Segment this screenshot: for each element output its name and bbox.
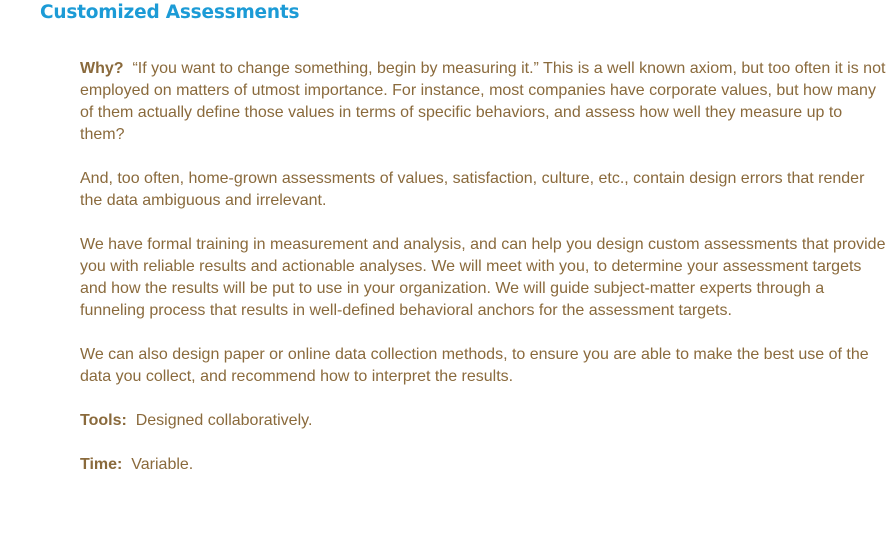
page-title: Customized Assessments <box>40 2 300 23</box>
time-label: Time: <box>80 456 123 473</box>
tools-line <box>80 410 890 432</box>
time-line <box>80 454 890 476</box>
paragraph-data-collection: We can also design paper or online data collection methods, to ensure you are able to make the best use of the data you collect, and recommend how to interpret the results. <box>80 346 869 385</box>
why-label: Why? <box>80 60 124 77</box>
time-value: Variable. <box>131 456 194 473</box>
paragraph-design-errors: And, too often, home-grown assessments of values, satisfaction, culture, etc., contain design errors that render the data ambiguous and irrelevant. <box>80 170 865 209</box>
paragraph-training: We have formal training in measurement and analysis, and can help you design custom assessments that provide you with reliable results and actionable analyses. We will meet with you, to determine your assessment targets and how the results will be put to use in your organization. We will guide subject-matter experts through a funneling process that results in well-defined behavioral anchors for the assessment targets. <box>80 236 886 319</box>
tools-label: Tools: <box>80 412 127 429</box>
tools-value: Designed collaboratively. <box>135 412 313 429</box>
paragraph-why <box>80 58 890 146</box>
why-text: “If you want to change something, begin by measuring it.” This is a well known axiom, but too often it is not employed on matters of utmost importance. For instance, most companies have corporate values, but how many of them actually define those values in terms of specific behaviors, and assess how well they measure up to them? <box>80 60 886 143</box>
content-body <box>80 58 890 498</box>
